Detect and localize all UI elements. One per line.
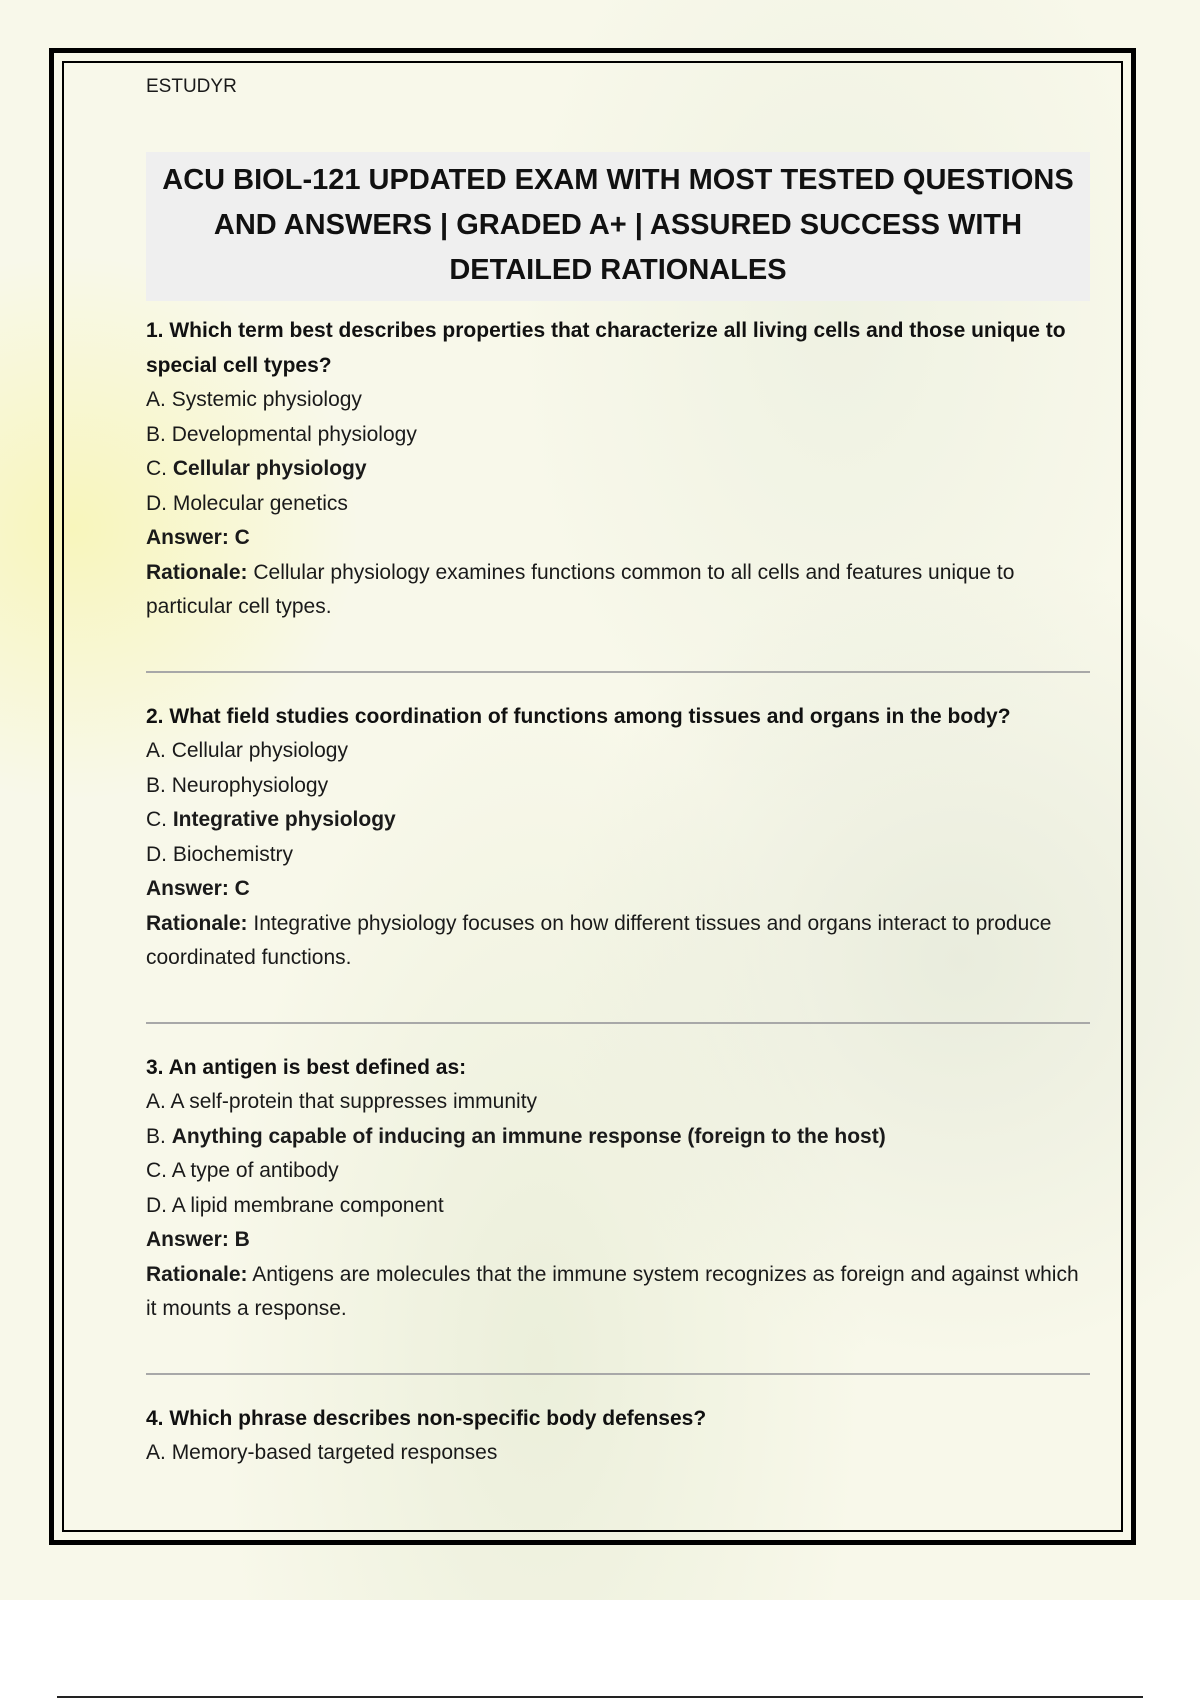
question-stem: 3. An antigen is best defined as:	[146, 1055, 467, 1079]
option-c: C. Cellular physiology	[146, 457, 367, 480]
rationale: Rationale: Cellular physiology examines functions common to all cells and features unique to particular cell types.	[146, 560, 1015, 618]
option-b: B. Neurophysiology	[146, 773, 329, 797]
option-d: D. A lipid membrane component	[146, 1193, 444, 1217]
document-title: ACU BIOL-121 UPDATED EXAM WITH MOST TESTED QUESTIONS AND ANSWERS | GRADED A+ | ASSURED SUCCESS WITH DETAILED RATIONALES	[146, 152, 1090, 301]
footer-rule	[57, 1696, 1143, 1698]
option-a: A. Cellular physiology	[146, 739, 348, 762]
question-stem: 2. What field studies coordination of functions among tissues and organs in the body?	[146, 704, 1011, 728]
question-3	[146, 1051, 1090, 1327]
answer-line: Answer: B	[146, 1228, 250, 1251]
option-d: D. Molecular genetics	[146, 491, 348, 515]
question-stem: 1. Which term best describes properties that characterize all living cells and those unique to special cell types?	[146, 319, 1066, 377]
option-a: A. A self-protein that suppresses immunity	[146, 1090, 538, 1113]
section-divider	[146, 671, 1090, 673]
section-divider	[146, 1022, 1090, 1024]
brand-header: ESTUDYR	[146, 76, 237, 97]
document-content	[146, 60, 1090, 1471]
section-divider	[146, 1373, 1090, 1375]
option-a: A. Memory-based targeted responses	[146, 1441, 498, 1464]
option-b: B. Developmental physiology	[146, 422, 417, 446]
option-d: D. Biochemistry	[146, 842, 294, 866]
option-c: C. Integrative physiology	[146, 808, 396, 831]
question-stem: 4. Which phrase describes non-specific body defenses?	[146, 1406, 707, 1430]
rationale: Rationale: Integrative physiology focuses on how different tissues and organs interact to produce coordinated functions.	[146, 911, 1052, 969]
option-c: C. A type of antibody	[146, 1159, 339, 1182]
answer-line: Answer: C	[146, 877, 250, 900]
question-2	[146, 700, 1090, 976]
option-a: A. Systemic physiology	[146, 388, 362, 411]
option-b: B. Anything capable of inducing an immune response (foreign to the host)	[146, 1124, 886, 1148]
question-4	[146, 1402, 1090, 1471]
rationale: Rationale: Antigens are molecules that the immune system recognizes as foreign and against which it mounts a response.	[146, 1262, 1079, 1320]
question-1	[146, 314, 1090, 625]
answer-line: Answer: C	[146, 526, 250, 549]
